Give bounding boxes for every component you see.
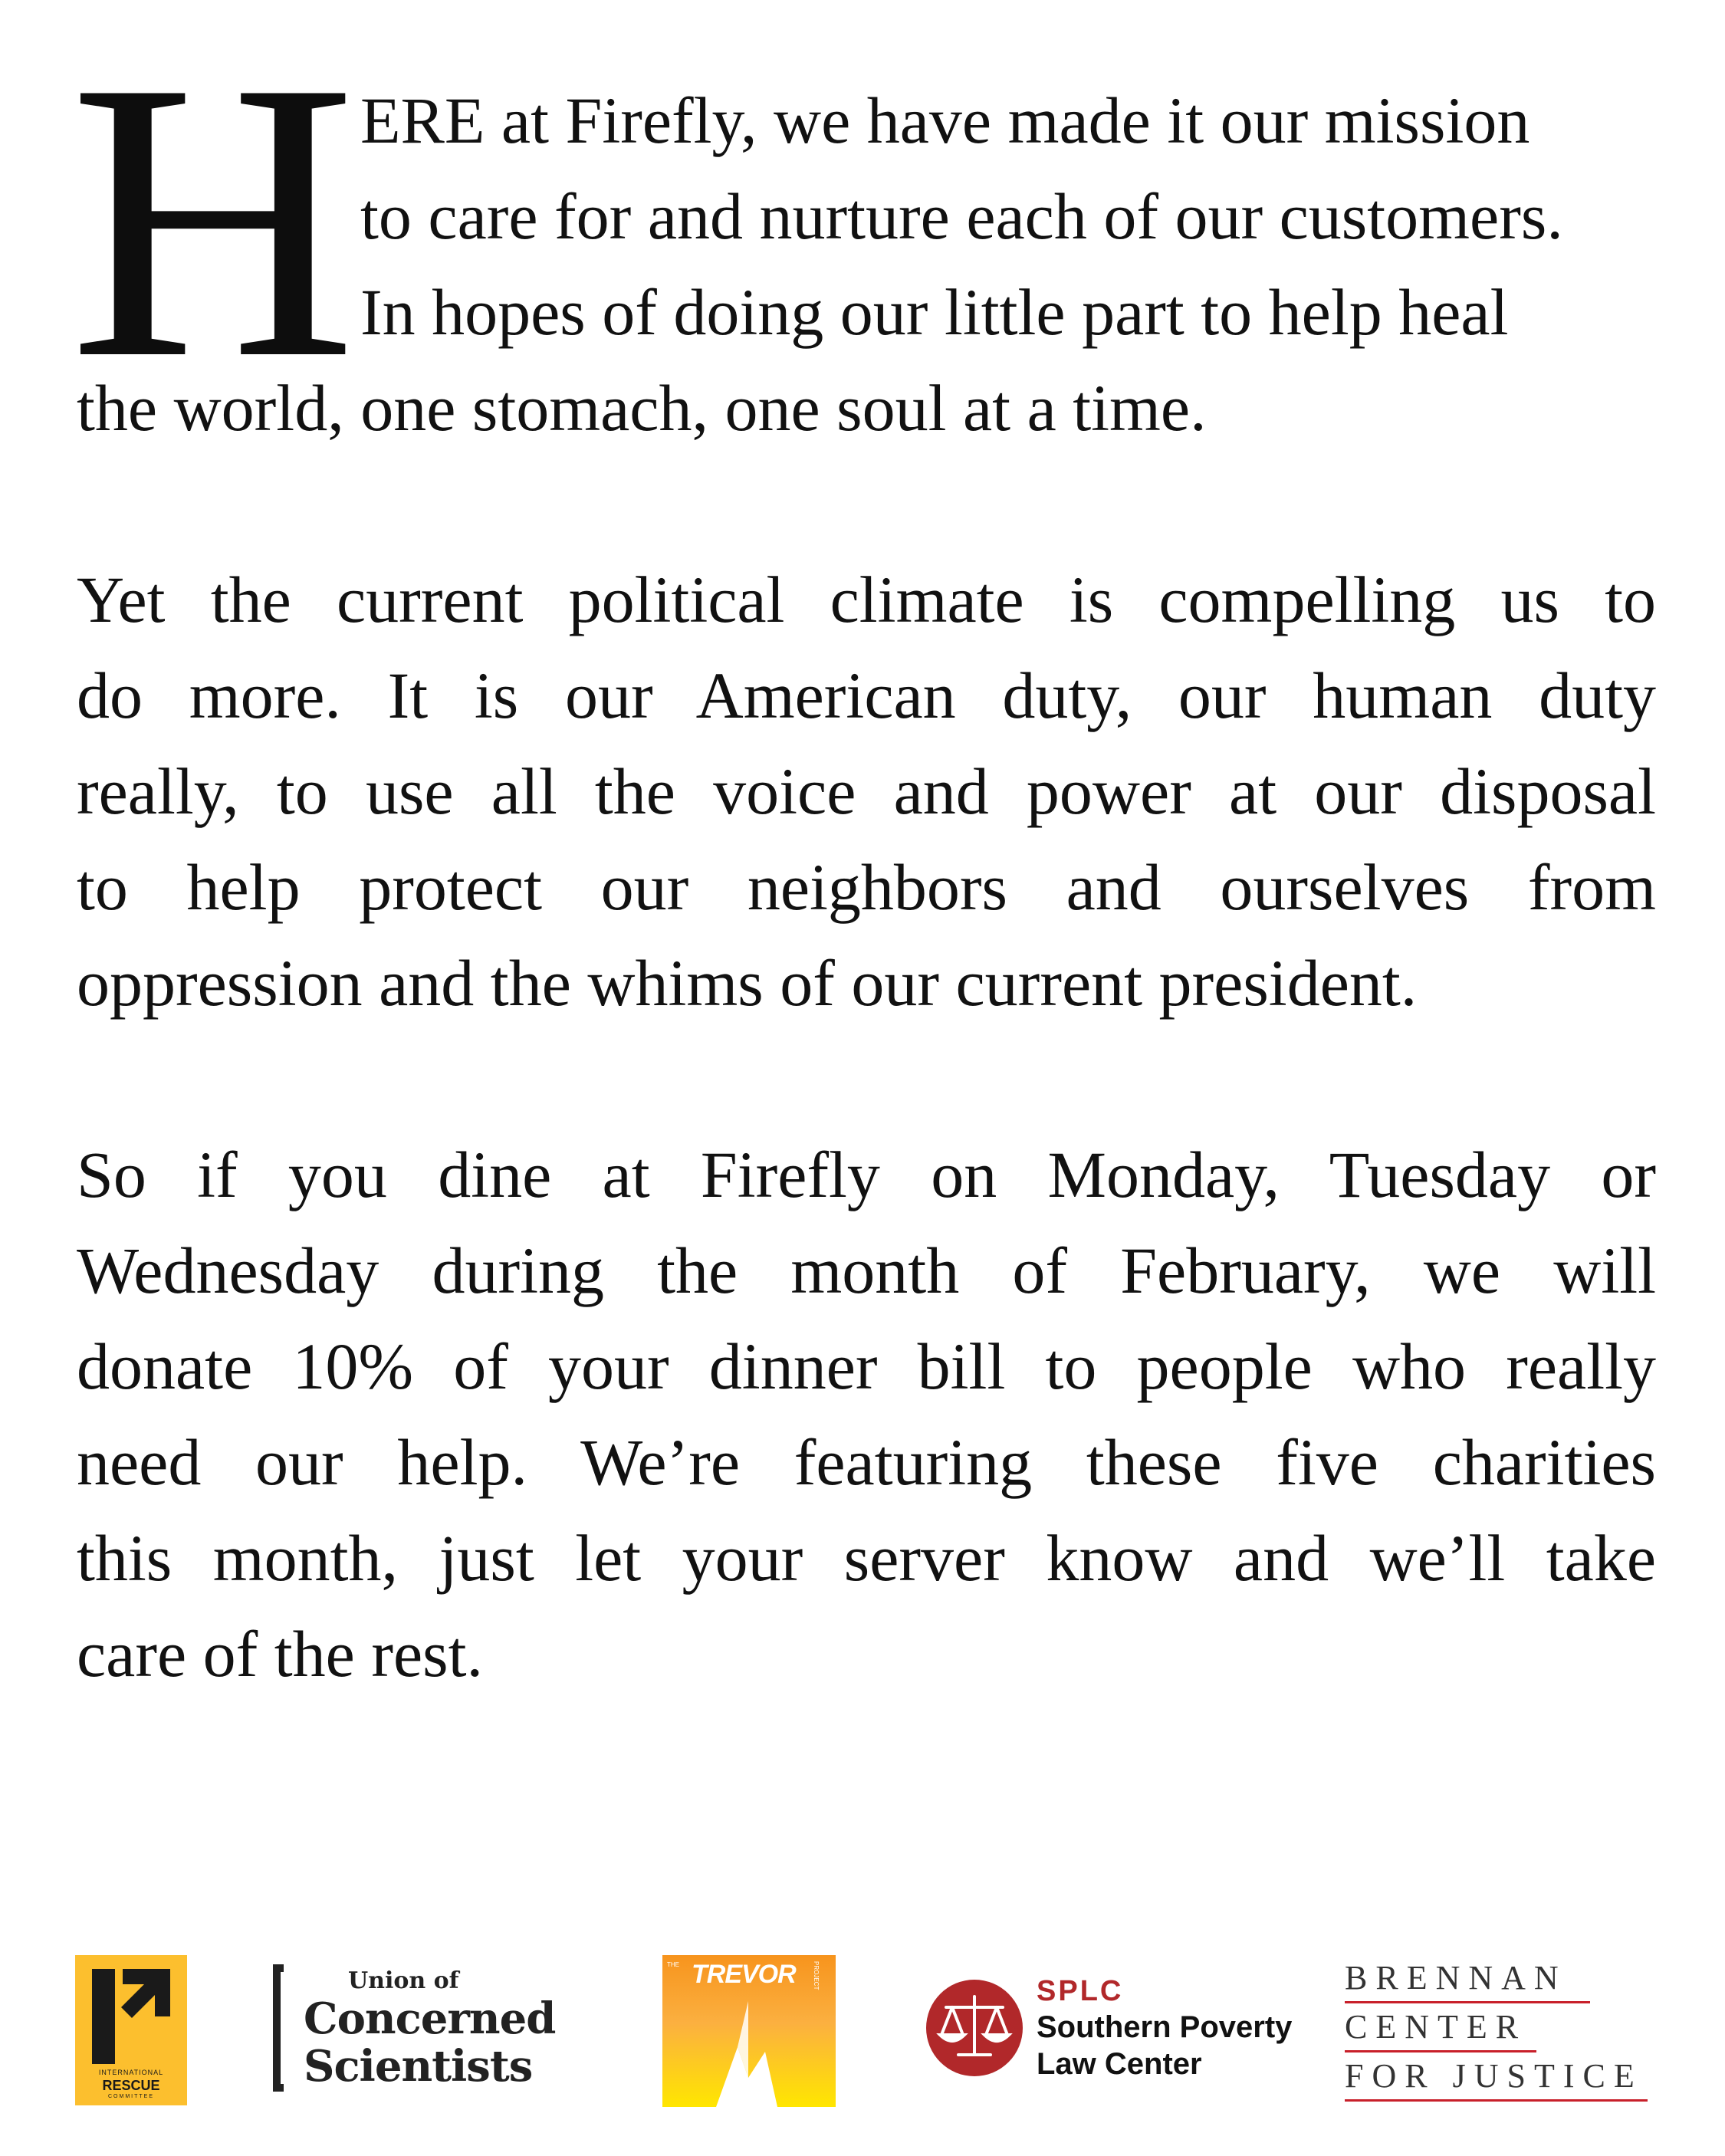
irc-line3: COMMITTEE <box>108 2094 154 2099</box>
trevor-project-logo <box>662 1955 836 2107</box>
ucs-line2: Concerned <box>304 1993 556 2044</box>
irc-logo <box>75 1955 187 2105</box>
text-line: Wednesday during the month of February, we will <box>77 1234 1656 1307</box>
scales-of-justice-icon <box>925 1978 1024 2078</box>
text-line: oppression and the whims of our current president. <box>77 946 1418 1020</box>
text-line: Yet the current political climate is compelling us to <box>77 563 1656 636</box>
irc-line1: INTERNATIONAL <box>98 2069 164 2076</box>
ucs-logo <box>273 1964 587 2095</box>
text-line: In hopes of doing our little part to help heal <box>360 275 1509 349</box>
brennan-line2: CENTER <box>1345 2008 1527 2046</box>
brennan-rule <box>1345 2099 1648 2102</box>
paragraph-1-beside-cap <box>360 73 1664 360</box>
splc-name-line2: Law Center <box>1037 2047 1202 2081</box>
brennan-rule <box>1345 2050 1536 2052</box>
drop-cap: H <box>69 0 357 441</box>
text-line: need our help. We’re featuring these five charities <box>77 1425 1656 1499</box>
text-line: this month, just let your server know and we’ll take <box>77 1521 1656 1595</box>
text-line: care of the rest. <box>77 1617 484 1691</box>
irc-arrow-icon <box>92 1969 170 2064</box>
irc-line2: RESCUE <box>102 2078 160 2093</box>
splc-logo <box>925 1975 1293 2090</box>
trevor-project: PROJECT <box>813 1961 820 1990</box>
text-line: to care for and nurture each of our customers. <box>360 179 1563 253</box>
brennan-line1: BRENNAN <box>1345 1959 1567 1997</box>
brennan-line3: FOR JUSTICE <box>1345 2057 1643 2095</box>
text-line: to help protect our neighbors and ourselves from <box>77 850 1656 924</box>
trevor-the: THE <box>667 1961 679 1968</box>
brennan-rule <box>1345 2001 1590 2003</box>
splc-name-line1: Southern Poverty <box>1037 2010 1293 2044</box>
paragraph-1-last-line: the world, one stomach, one soul at a time. <box>77 371 1207 445</box>
text-line: do more. It is our American duty, our human duty <box>77 659 1656 732</box>
text-line: ERE at Firefly, we have made it our mission <box>360 84 1530 157</box>
trevor-name: TREVOR <box>692 1960 796 1989</box>
splc-abbreviation: SPLC <box>1037 1975 1124 2007</box>
text-line: So if you dine at Firefly on Monday, Tuesday or <box>77 1138 1656 1211</box>
brennan-center-logo <box>1345 1958 1651 2104</box>
ucs-line3: Scientists <box>304 2041 533 2092</box>
paragraph-3 <box>77 1127 1656 1702</box>
paragraph-2 <box>77 552 1656 1031</box>
ucs-line1: Union of <box>348 1967 459 1994</box>
text-line: donate 10% of your dinner bill to people who really <box>77 1329 1656 1403</box>
text-line: really, to use all the voice and power at our disposal <box>77 754 1656 828</box>
ucs-bracket-icon <box>273 1964 284 2092</box>
